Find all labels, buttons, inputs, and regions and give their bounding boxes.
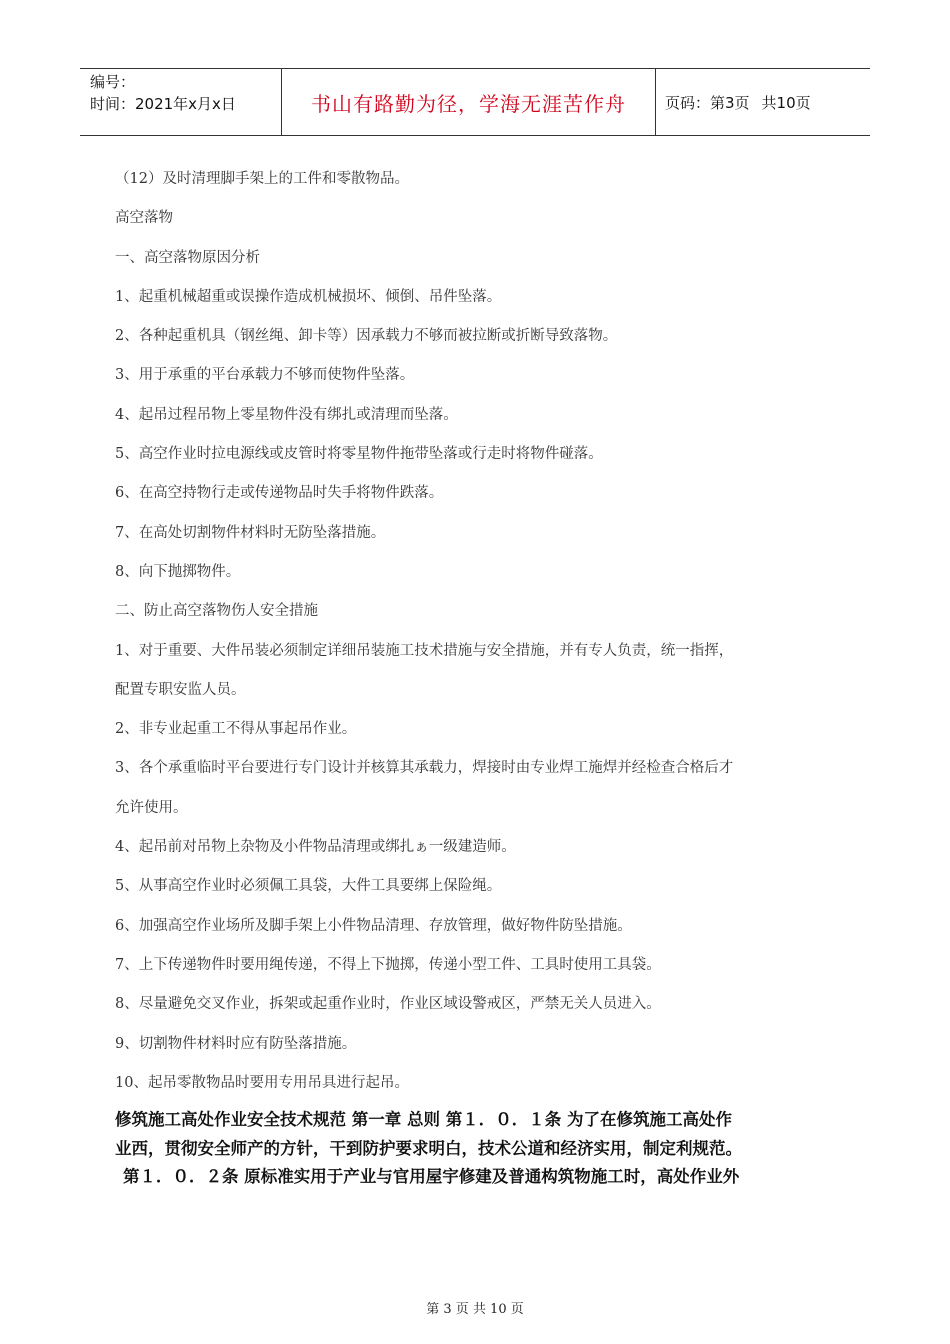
list-item-continuation: 配置专职安监人员。 <box>115 681 246 698</box>
list-item: 2、非专业起重工不得从事起吊作业。 <box>115 721 357 738</box>
list-item: 3、各个承重临时平台要进行专门设计并核算其承载力，焊接时由专业焊工施焊并经检查合格后才 <box>115 760 734 777</box>
list-item: 2、各种起重机具（钢丝绳、卸卡等）因承载力不够而被拉断或折断导致落物。 <box>115 328 618 345</box>
list-item: 4、起吊前对吊物上杂物及小件物品清理或绑扎ぁ一级建造师。 <box>115 839 516 856</box>
section-heading: 二、防止高空落物伤人安全措施 <box>115 603 318 620</box>
document-body <box>115 160 855 1103</box>
document-header <box>80 68 870 136</box>
bold-regulation-text <box>115 1106 855 1192</box>
list-item: 10、起吊零散物品时要用专用吊具进行起吊。 <box>115 1074 409 1091</box>
list-item: 3、用于承重的平台承载力不够而使物件坠落。 <box>115 367 415 384</box>
document-number-label: 编号： <box>90 73 136 91</box>
list-item: 1、对于重要、大件吊装必须制定详细吊装施工技术措施与安全措施，并有专人负责，统一指挥， <box>115 642 734 659</box>
section-heading: 一、高空落物原因分析 <box>115 249 260 266</box>
list-item: 9、切割物件材料时应有防坠落措施。 <box>115 1035 357 1052</box>
section-title: 高空落物 <box>115 210 173 227</box>
page-footer: 第 3 页 共 10 页 <box>426 1302 524 1317</box>
bold-text-line: 业西，贯彻安全师产的方针，干到防护要求明白，技术公道和经济实用，制定利规范。 <box>115 1138 742 1158</box>
header-motto: 书山有路勤为径，学海无涯苦作舟 <box>282 69 656 135</box>
list-item: 1、起重机械超重或误操作造成机械损坏、倾倒、吊件坠落。 <box>115 288 502 305</box>
header-page-number: 页码：第3页 <box>665 93 750 112</box>
document-date: 时间：2021年x月x日 <box>90 95 236 113</box>
list-item: 8、尽量避免交叉作业，拆架或起重作业时，作业区域设警戒区，严禁无关人员进入。 <box>115 996 661 1013</box>
bold-text-line: 修筑施工高处作业安全技术规范 第一章 总则 第１．０．１条 为了在修筑施工高处作 <box>115 1110 732 1129</box>
header-page-total: 共10页 <box>761 93 811 112</box>
list-item: 6、加强高空作业场所及脚手架上小件物品清理、存放管理，做好物件防坠措施。 <box>115 917 632 934</box>
list-item: 7、上下传递物件时要用绳传递，不得上下抛掷，传递小型工件、工具时使用工具袋。 <box>115 956 661 973</box>
list-item: 8、向下抛掷物件。 <box>115 563 241 580</box>
list-item: 6、在高空持物行走或传递物品时失手将物件跌落。 <box>115 485 444 502</box>
list-item: 4、起吊过程吊物上零星物件没有绑扎或清理而坠落。 <box>115 406 458 423</box>
list-item: 7、在高处切割物件材料时无防坠落措施。 <box>115 524 386 541</box>
list-item: 5、从事高空作业时必须佩工具袋，大件工具要绑上保险绳。 <box>115 878 502 895</box>
header-meta <box>80 69 282 135</box>
paragraph: （12）及时清理脚手架上的工件和零散物品。 <box>115 171 409 187</box>
list-item-continuation: 允许使用。 <box>115 799 188 816</box>
header-page-info <box>656 69 870 135</box>
bold-text-line: 第１．０．２条 原标准实用于产业与官用屋宇修建及普通构筑物施工时，高处作业外 <box>123 1167 740 1186</box>
list-item: 5、高空作业时拉电源线或皮管时将零星物件拖带坠落或行走时将物件碰落。 <box>115 446 603 463</box>
